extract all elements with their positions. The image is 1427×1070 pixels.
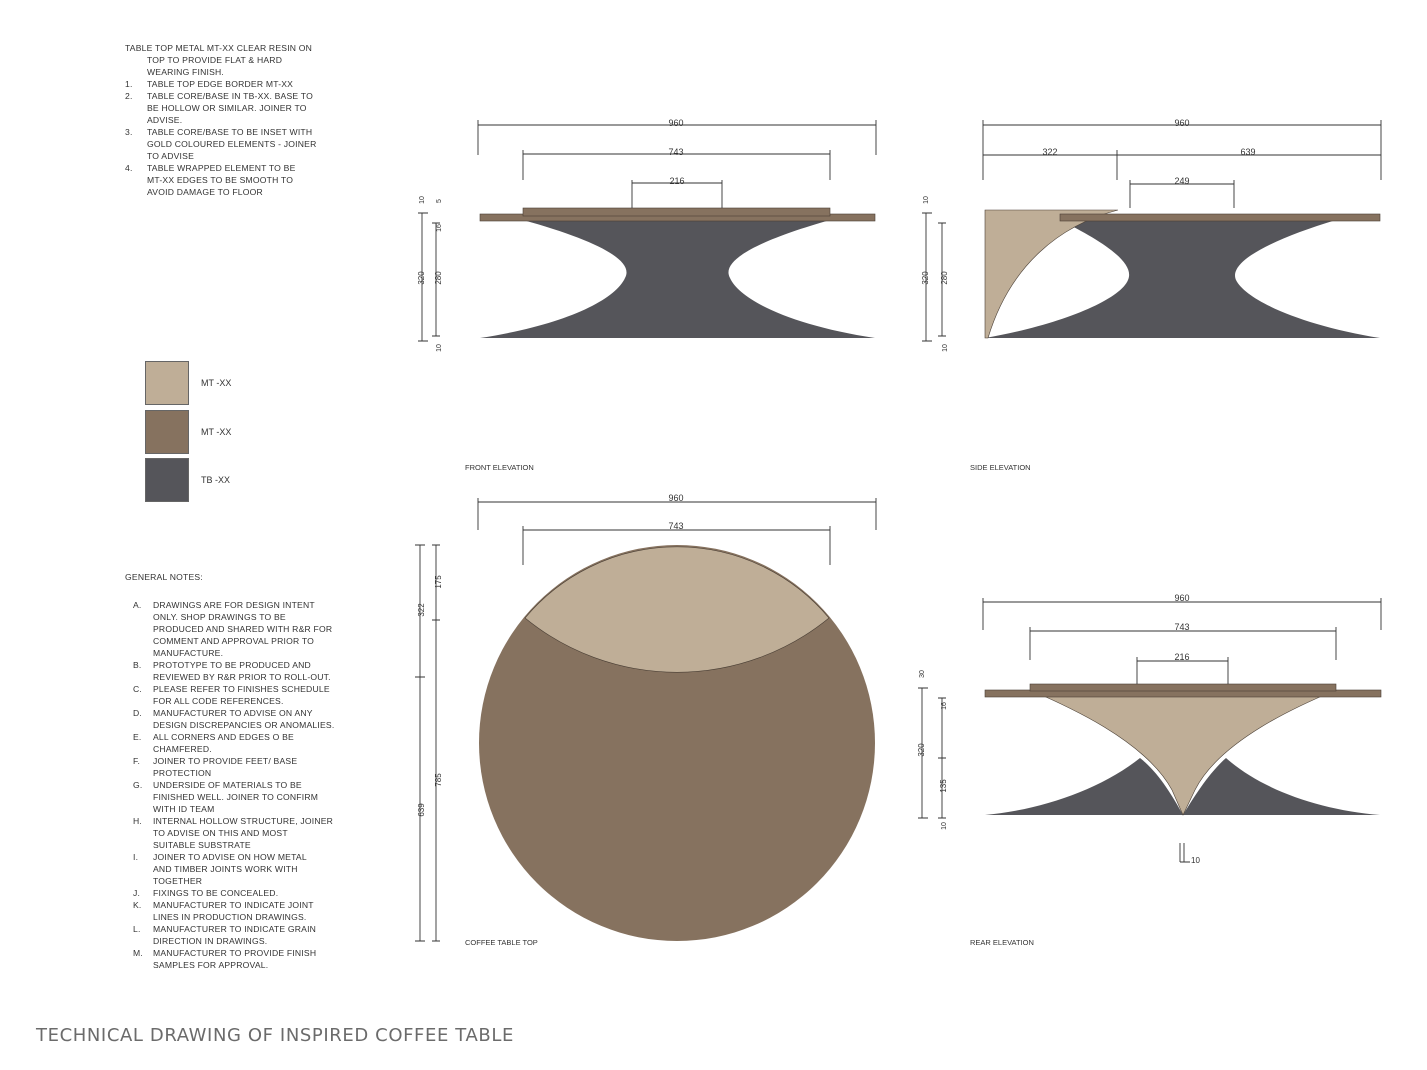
note-text: LINES IN PRODUCTION DRAWINGS.	[153, 912, 307, 922]
side-dim-right: 639	[1240, 147, 1256, 157]
front-dim-h-rim: 5	[436, 199, 443, 203]
general-notes-heading: GENERAL NOTES:	[125, 572, 203, 582]
legend-label: TB -XX	[201, 475, 231, 485]
note-text: TABLE CORE/BASE IN TB-XX. BASE TO	[147, 91, 313, 101]
front-dim-h-top2: 16	[436, 224, 443, 232]
rear-dim-h-total: 320	[917, 743, 926, 757]
rear-dim-h-top2: 16	[941, 702, 948, 710]
note-number: 2.	[125, 91, 133, 101]
note-text: FIXINGS TO BE CONCEALED.	[153, 888, 279, 898]
plan-dim-v-upper: 175	[434, 575, 443, 589]
note-text: PROTOTYPE TO BE PRODUCED AND	[153, 660, 311, 670]
plan-dim-overall: 960	[668, 493, 684, 503]
note-text: INTERNAL HOLLOW STRUCTURE, JOINER	[153, 816, 334, 826]
note-text: SUITABLE SUBSTRATE	[153, 840, 251, 850]
legend-label: MT -XX	[201, 427, 232, 437]
rear-dim-h-base: 10	[941, 822, 948, 830]
note-text: TO ADVISE ON THIS AND MOST	[153, 828, 288, 838]
side-dim-neck: 249	[1174, 176, 1190, 186]
note-intro-line: WEARING FINISH.	[147, 67, 225, 77]
note-number: I.	[133, 852, 139, 862]
front-dim-h-top: 10	[419, 196, 426, 204]
note-number: G.	[133, 780, 143, 790]
note-text: TO ADVISE	[147, 151, 195, 161]
rear-elevation	[917, 593, 1381, 947]
note-text: MANUFACTURER TO INDICATE JOINT	[153, 900, 314, 910]
side-dim-h-base: 10	[942, 344, 949, 352]
note-number: D.	[133, 708, 142, 718]
note-text: MANUFACTURER TO PROVIDE FINISH	[153, 948, 317, 958]
plan-dim-v-total-lower: 639	[417, 803, 426, 817]
side-elevation	[921, 118, 1381, 472]
drawing-caption: TECHNICAL DRAWING OF INSPIRED COFFEE TABLE	[36, 1025, 514, 1046]
note-text: JOINER TO ADVISE ON HOW METAL	[153, 852, 307, 862]
note-text: REVIEWED BY R&R PRIOR TO ROLL-OUT.	[153, 672, 331, 682]
note-number: 1.	[125, 79, 133, 89]
side-dim-h-top: 10	[923, 196, 930, 204]
note-number: 4.	[125, 163, 133, 173]
note-text: AND TIMBER JOINTS WORK WITH	[153, 864, 298, 874]
front-elevation	[417, 118, 876, 472]
side-elevation-label: SIDE ELEVATION	[970, 463, 1031, 472]
note-number: B.	[133, 660, 142, 670]
note-text: PRODUCED AND SHARED WITH R&R FOR	[153, 624, 333, 634]
note-number: C.	[133, 684, 142, 694]
rear-top-resin	[1030, 684, 1336, 691]
note-number: J.	[133, 888, 141, 898]
plan-dim-v-total-upper: 322	[417, 603, 426, 617]
note-text: AVOID DAMAGE TO FLOOR	[147, 187, 263, 197]
front-elevation-label: FRONT ELEVATION	[465, 463, 534, 472]
note-text: ALL CORNERS AND EDGES O BE	[153, 732, 294, 742]
rear-dim-foot: 10	[1191, 856, 1200, 865]
note-number: K.	[133, 900, 142, 910]
front-dim-h-total: 320	[417, 271, 426, 285]
side-dim-h-total: 320	[921, 271, 930, 285]
note-text: TABLE TOP EDGE BORDER MT-XX	[147, 79, 294, 89]
note-intro-line: TABLE TOP METAL MT-XX CLEAR RESIN ON	[125, 43, 313, 53]
legend-label: MT -XX	[201, 378, 232, 388]
plan-label: COFFEE TABLE TOP	[465, 938, 538, 947]
plan-dim-top: 743	[668, 521, 684, 531]
note-number: F.	[133, 756, 141, 766]
note-text: SAMPLES FOR APPROVAL.	[153, 960, 269, 970]
plan-dim-v-lower: 785	[434, 773, 443, 787]
side-dim-h-body: 280	[940, 271, 949, 285]
front-dim-neck: 216	[669, 176, 685, 186]
side-dim-overall: 960	[1174, 118, 1190, 128]
note-text: ADVISE.	[147, 115, 183, 125]
rear-dim-overall: 960	[1174, 593, 1190, 603]
front-dim-h-base: 10	[436, 344, 443, 352]
front-top-resin	[523, 208, 830, 216]
note-number: M.	[133, 948, 143, 958]
note-text: FOR ALL CODE REFERENCES.	[153, 696, 284, 706]
front-dim-h-body: 280	[434, 271, 443, 285]
note-number: 3.	[125, 127, 133, 137]
note-text: GOLD COLOURED ELEMENTS - JOINER	[147, 139, 317, 149]
note-text: TOGETHER	[153, 876, 203, 886]
note-number: A.	[133, 600, 142, 610]
front-base-body	[480, 220, 875, 338]
table-top-plan	[415, 493, 876, 947]
note-number: H.	[133, 816, 142, 826]
front-dim-overall: 960	[668, 118, 684, 128]
note-text: MANUFACTURER TO ADVISE ON ANY	[153, 708, 313, 718]
rear-dim-h-top: 30	[919, 670, 926, 678]
note-text: PROTECTION	[153, 768, 212, 778]
note-text: WITH ID TEAM	[153, 804, 215, 814]
note-text: UNDERSIDE OF MATERIALS TO BE	[153, 780, 302, 790]
rear-dim-neck: 216	[1174, 652, 1190, 662]
note-text: CHAMFERED.	[153, 744, 212, 754]
note-text: JOINER TO PROVIDE FEET/ BASE	[153, 756, 298, 766]
note-text: FINISHED WELL. JOINER TO CONFIRM	[153, 792, 319, 802]
note-text: MT-XX EDGES TO BE SMOOTH TO	[147, 175, 294, 185]
note-text: MANUFACTURER TO INDICATE GRAIN	[153, 924, 317, 934]
rear-dim-top: 743	[1174, 622, 1190, 632]
side-dim-left: 322	[1042, 147, 1058, 157]
note-text: TABLE WRAPPED ELEMENT TO BE	[147, 163, 296, 173]
rear-elevation-label: REAR ELEVATION	[970, 938, 1034, 947]
note-number: L.	[133, 924, 141, 934]
note-text: TABLE CORE/BASE TO BE INSET WITH	[147, 127, 313, 137]
note-number: E.	[133, 732, 142, 742]
note-text: MANUFACTURE.	[153, 648, 224, 658]
note-text: PLEASE REFER TO FINISHES SCHEDULE	[153, 684, 330, 694]
rear-dim-h-mid: 135	[939, 779, 948, 793]
note-text: BE HOLLOW OR SIMILAR. JOINER TO	[147, 103, 307, 113]
front-dim-top: 743	[668, 147, 684, 157]
note-text: DESIGN DISCREPANCIES OR ANOMALIES.	[153, 720, 335, 730]
note-intro-line: TOP TO PROVIDE FLAT & HARD	[147, 55, 283, 65]
note-text: DIRECTION IN DRAWINGS.	[153, 936, 268, 946]
note-text: DRAWINGS ARE FOR DESIGN INTENT	[153, 600, 315, 610]
side-top-slab	[1060, 214, 1380, 221]
note-text: COMMENT AND APPROVAL PRIOR TO	[153, 636, 314, 646]
note-text: ONLY. SHOP DRAWINGS TO BE	[153, 612, 286, 622]
